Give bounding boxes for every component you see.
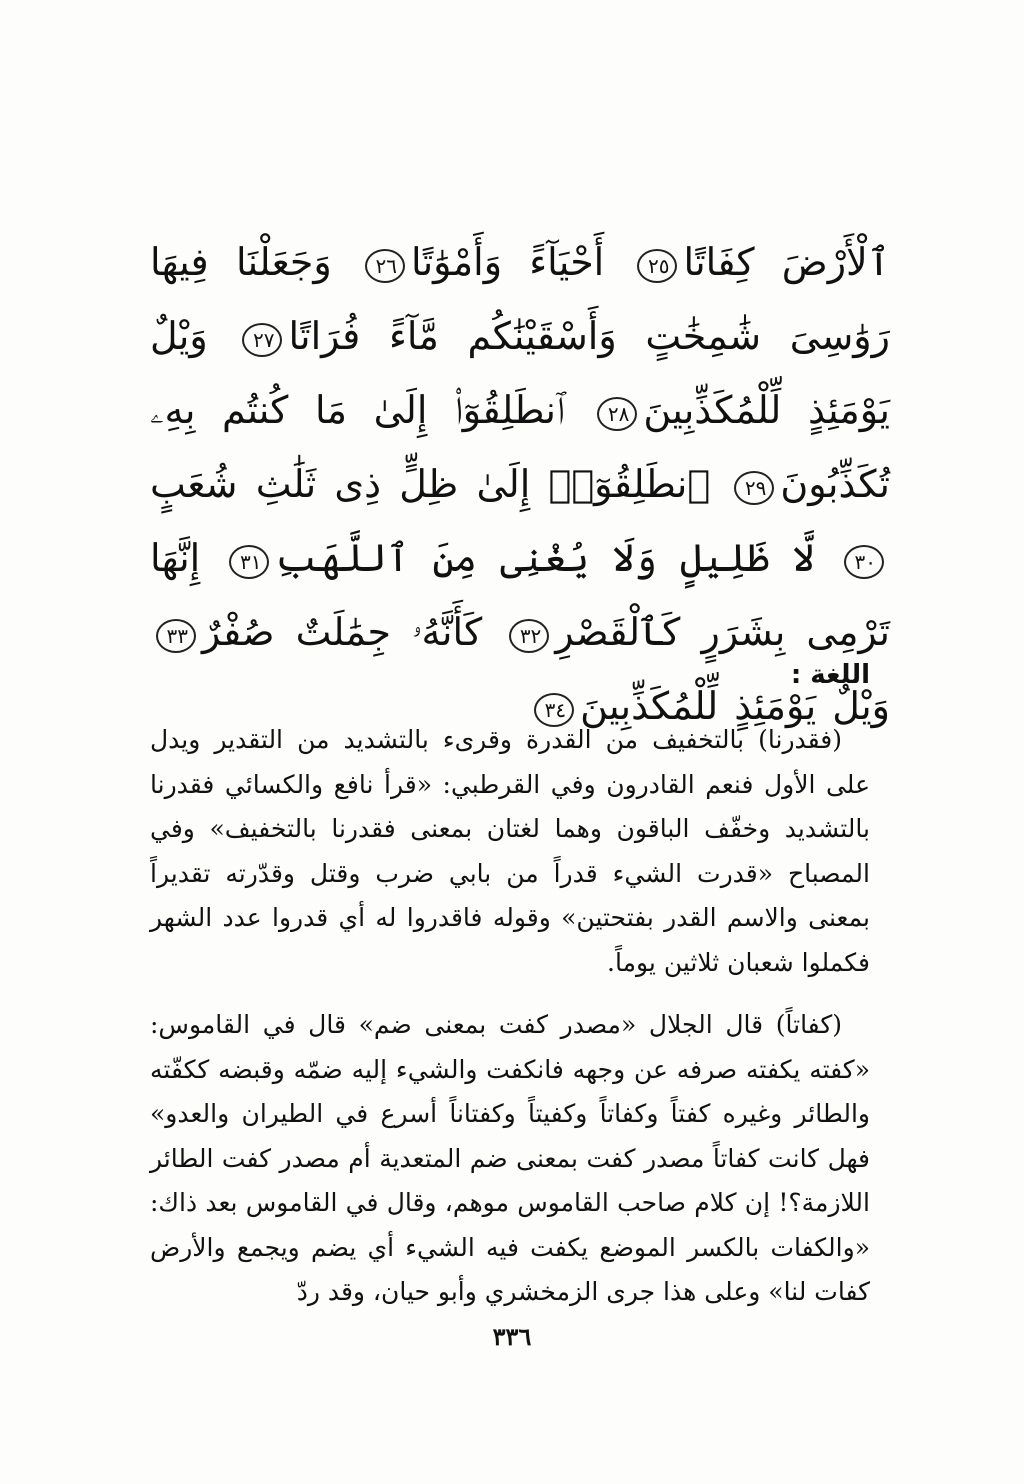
- paragraph: (فقدرنا) بالتخفيف من القدرة وقرىء بالتشديد من التقدير ويدل على الأول فنعم القادرون وفي القرطبي: «قرأ نافع والكسائي فقدرنا بالتشديد وخفّف الباقون وهما لغتان بمعنى فقدرنا بالتخفيف» وفي المصباح «قدرت الشيء قدراً من بابي ضرب وقتل وقدّرته تقديراً بمعنى والاسم القدر بفتحتين» وقوله فاقدروا له أي قدروا عدد الشهر فكملوا شعبان ثلاثين يوماً.: [150, 725, 870, 977]
- ayah-text: وَجَعَلْنَا فِيهَا رَوَٰسِىَ شَٰمِخَٰتٍ وَأَسْقَيْنَٰكُم مَّآءً فُرَاتًا: [150, 240, 890, 358]
- ayah: [359, 240, 604, 284]
- ayah: [631, 240, 890, 284]
- paragraph: (كفاتاً) قال الجلال «مصدر كفت بمعنى ضم» قال في القاموس: «كفته يكفته صرفه عن وجهه فانكفت والشيء إليه ضمّه وقبضه ككفّته والطائر وغيره كفتاً وكفاتاً وكفيتاً وكفتاناً أسرع في الطيران والعدو» فهل كانت كفاتاً مصدر كفت بمعنى ضم المتعدية أم مصدر كفت الطائر اللازمة؟! إن كلام صاحب القاموس موهم، وقال في القاموس بعد ذاك: «والكفات بالكسر الموضع يكفت فيه الشيء أي يضم ويجمع والأرض كفات لنا» وعلى هذا جرى الزمخشري وأبو حيان، وقد ردّ: [150, 1010, 870, 1306]
- ayah-number-marker: ٢٨: [597, 397, 637, 431]
- ayah: [223, 536, 814, 580]
- commentary-body: [150, 718, 870, 1333]
- section-heading-lugha: اللغة :: [790, 660, 870, 690]
- ayah-number-marker: ٢٧: [242, 323, 282, 357]
- ayah-text: ٱلْأَرْضَ كِفَاتًا: [683, 240, 890, 284]
- ayah-number-marker: ٣٠: [844, 545, 884, 579]
- ayah: [150, 610, 482, 654]
- ayah-text: وَيْلٌ يَوْمَئِذٍ لِّلْمُكَذِّبِينَ: [150, 314, 890, 432]
- ayah-number-marker: ٣١: [229, 545, 269, 579]
- ayah-text: لَّا ظَلِيلٍ وَلَا يُغْنِى مِنَ ٱللَّهَبِ: [275, 536, 815, 580]
- ayah-text: ٱنطَلِقُوٓا۟ إِلَىٰ ظِلٍّ ذِى ثَلَٰثِ شُعَبٍ: [150, 462, 711, 506]
- ayah-number-marker: ٣٤: [534, 693, 574, 727]
- ayah-text: ٱنطَلِقُوٓا۟ إِلَىٰ مَا كُنتُم بِهِۦ تُكَذِّبُونَ: [150, 388, 890, 506]
- ayah-number-marker: ٢٥: [637, 249, 677, 283]
- ayah-number-marker: ٢٦: [365, 249, 405, 283]
- ayah-text: كَأَنَّهُۥ جِمَٰلَتٌ صُفْرٌ: [202, 610, 483, 654]
- ayah-text: إِنَّهَا تَرْمِى بِشَرَرٍ كَٱلْقَصْرِ: [150, 536, 890, 654]
- ayah-number-marker: ٣٢: [509, 619, 549, 653]
- ayah-number-marker: ٢٩: [734, 471, 774, 505]
- page-number: ٣٣٦: [492, 1322, 532, 1351]
- ayah-number-marker: ٣٣: [156, 619, 196, 653]
- quran-verses-block: [150, 225, 890, 743]
- ayah-text: أَحْيَآءً وَأَمْوَٰتًا: [411, 240, 605, 284]
- ayah-text: وَيْلٌ يَوْمَئِذٍ لِّلْمُكَذِّبِينَ: [580, 684, 890, 728]
